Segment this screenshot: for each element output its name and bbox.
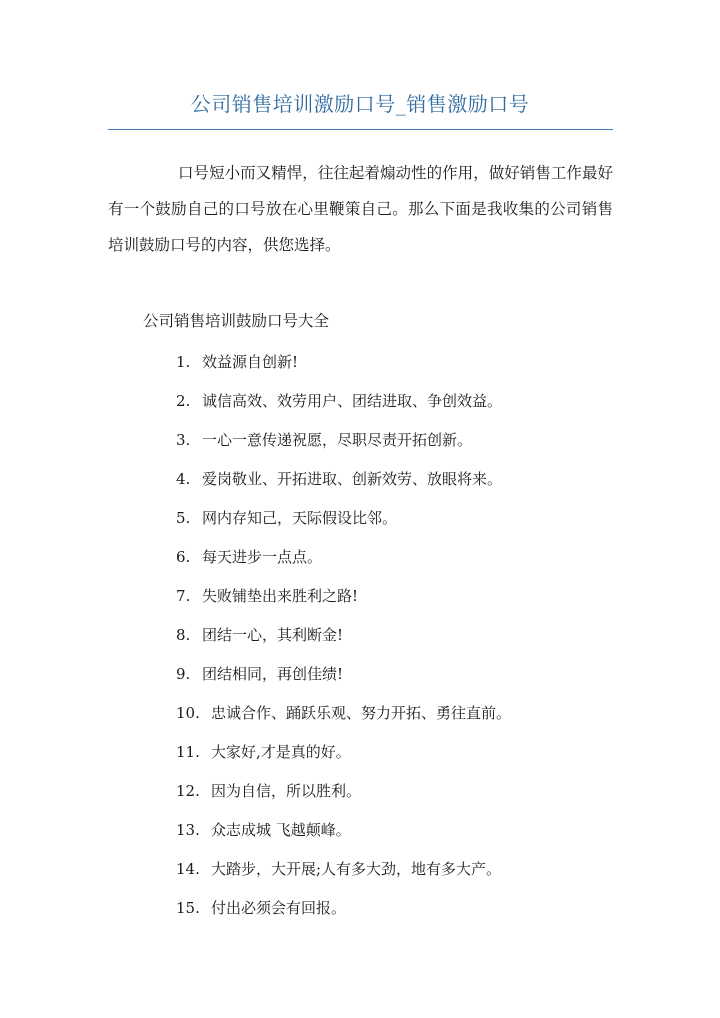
list-item [176,733,511,772]
list-item-number: 11. [176,743,200,761]
list-item [176,616,511,655]
list-item [176,499,511,538]
list-item-number: 1. [176,353,191,371]
list-item-number: 4. [176,470,191,488]
list-item [176,460,511,499]
list-item-text: 一心一意传递祝愿，尽职尽责开拓创新。 [202,431,473,449]
list-item-number: 15. [176,899,200,917]
list-item-text: 每天进步一点点。 [202,548,323,566]
list-item-text: 付出必须会有回报。 [211,899,347,917]
list-item-number: 5. [176,509,191,527]
list-item-number: 12. [176,782,200,800]
list-item-text: 诚信高效、效劳用户、团结进取、争创效益。 [202,392,503,410]
list-item-text: 失败铺垫出来胜利之路! [202,587,359,605]
list-item [176,889,511,928]
list-item-text: 因为自信，所以胜利。 [211,782,362,800]
list-item-text: 效益源自创新! [202,353,299,371]
list-item-number: 14. [176,860,200,878]
document-title: 公司销售培训激励口号_销售激励口号 [190,92,530,116]
list-item [176,577,511,616]
list-item-text: 团结一心，其利断金! [202,626,344,644]
list-item [176,421,511,460]
list-item [176,343,511,382]
list-item-number: 3. [176,431,191,449]
section-heading: 公司销售培训鼓励口号大全 [143,312,330,330]
list-item-number: 10. [176,704,200,722]
list-item-number: 13. [176,821,200,839]
list-item-number: 7. [176,587,191,605]
list-item-text: 团结相同，再创佳绩! [202,665,344,683]
list-item-number: 2. [176,392,191,410]
list-item-text: 大踏步，大开展;人有多大劲，地有多大产。 [211,860,502,878]
list-item [176,811,511,850]
title-divider [108,129,613,130]
list-item-text: 大家好,才是真的好。 [211,743,351,761]
list-item-text: 众志成城 飞越颠峰。 [211,821,351,839]
list-item-number: 8. [176,626,191,644]
list-item-text: 网内存知己，天际假设比邻。 [202,509,398,527]
intro-paragraph: 口号短小而又精悍，往往起着煽动性的作用，做好销售工作最好有一个鼓励自己的口号放在心里鞭策自己。那么下面是我收集的公司销售培训鼓励口号的内容，供您选择。 [108,164,613,254]
list-item [176,850,511,889]
list-item-number: 6. [176,548,191,566]
list-item-text: 忠诚合作、踊跃乐观、努力开拓、勇往直前。 [211,704,512,722]
list-item [176,694,511,733]
list-item [176,382,511,421]
list-item-text: 爱岗敬业、开拓进取、创新效劳、放眼将来。 [202,470,503,488]
list-item [176,655,511,694]
list-item-number: 9. [176,665,191,683]
list-item [176,772,511,811]
slogan-list [176,343,511,928]
list-item [176,538,511,577]
